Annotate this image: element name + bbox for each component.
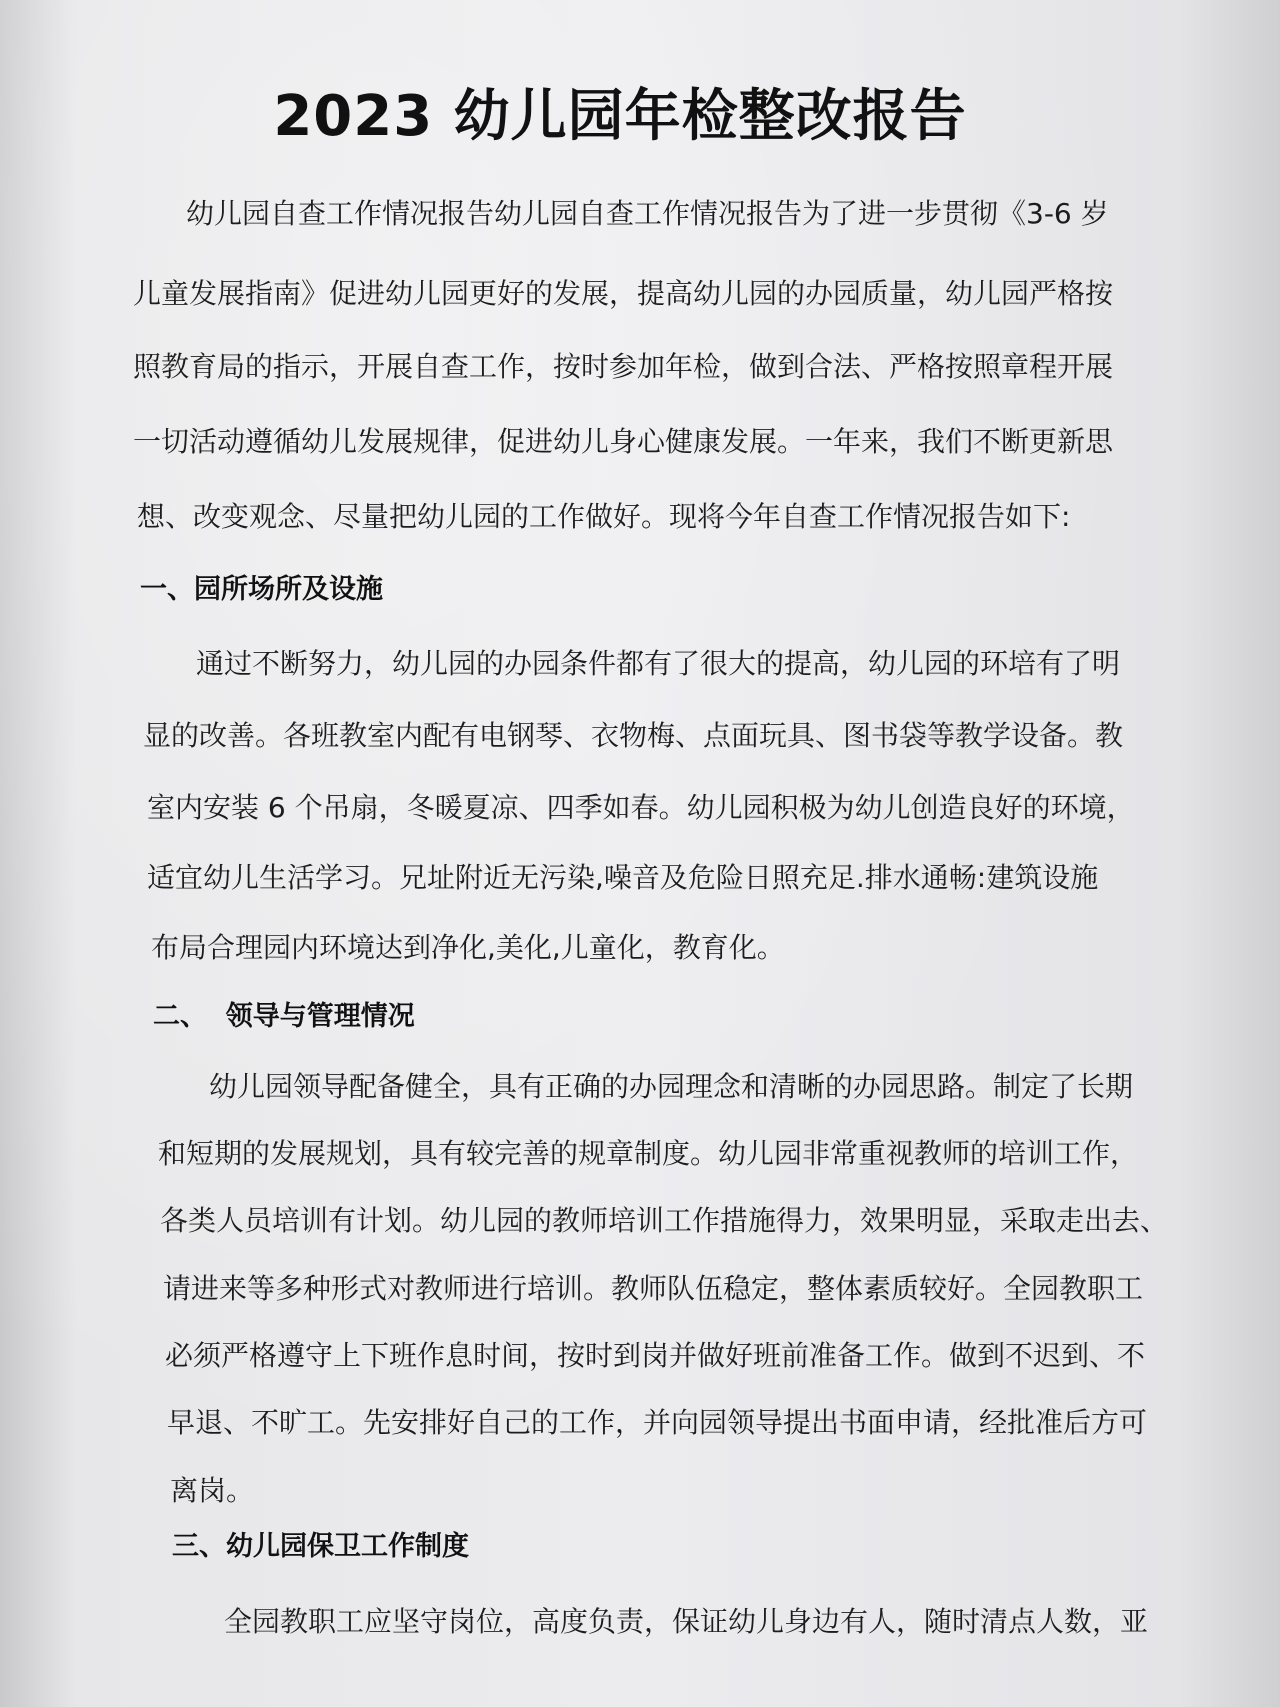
section-line: 室内安装 6 个吊扇，冬暖夏凉、四季如春。幼儿园积极为幼儿创造良好的环境， xyxy=(147,791,1135,824)
section-line: 布局合理园内环境达到净化,美化,儿童化，教育化。 xyxy=(151,931,785,964)
section-line: 适宜幼儿生活学习。兄址附近无污染,噪音及危险日照充足.排水通畅:建筑设施 xyxy=(147,861,1099,894)
section-heading: 二、 领导与管理情况 xyxy=(153,1001,415,1032)
section-line: 早退、不旷工。先安排好自己的工作，并向园领导提出书面申请，经批准后方可 xyxy=(167,1406,1148,1439)
section-line: 各类人员培训有计划。幼儿园的教师培训工作措施得力，效果明显，采取走出去、 xyxy=(160,1204,1169,1237)
section-heading: 三、幼儿园保卫工作制度 xyxy=(172,1531,469,1562)
section-line: 幼儿园领导配备健全，具有正确的办园理念和清晰的办园思路。制定了长期 xyxy=(209,1070,1134,1103)
section-line: 显的改善。各班教室内配有电钢琴、衣物梅、点面玩具、图书袋等教学设备。教 xyxy=(143,719,1124,752)
intro-line: 儿童发展指南》促进幼儿园更好的发展，提高幼儿园的办园质量，幼儿园严格按 xyxy=(133,277,1114,310)
section-line: 必须严格遵守上下班作息时间，按时到岗并做好班前准备工作。做到不迟到、不 xyxy=(165,1339,1146,1372)
section-line: 离岗。 xyxy=(170,1474,255,1507)
intro-line: 一切活动遵循幼儿发展规律，促进幼儿身心健康发展。一年来，我们不断更新思 xyxy=(133,425,1114,458)
section-line: 和短期的发展规划，具有较完善的规章制度。幼儿园非常重视教师的培训工作， xyxy=(158,1137,1139,1170)
section-line: 全园教职工应坚守岗位，高度负责，保证幼儿身边有人，随时清点人数，亚 xyxy=(224,1605,1149,1638)
section-heading: 一、园所场所及设施 xyxy=(140,574,383,605)
section-line: 通过不断努力，幼儿园的办园条件都有了很大的提高，幼儿园的环培有了明 xyxy=(196,647,1121,680)
intro-line: 幼儿园自查工作情况报告幼儿园自查工作情况报告为了进一步贯彻《3-6 岁 xyxy=(186,197,1109,230)
section-line: 请进来等多种形式对教师进行培训。教师队伍稳定，整体素质较好。全园教职工 xyxy=(163,1272,1144,1305)
intro-line: 想、改变观念、尽量把幼儿园的工作做好。现将今年自查工作情况报告如下: xyxy=(137,500,1071,533)
intro-line: 照教育局的指示，开展自查工作，按时参加年检，做到合法、严格按照章程开展 xyxy=(133,350,1114,383)
report-title: 2023 幼儿园年检整改报告 xyxy=(273,84,967,149)
